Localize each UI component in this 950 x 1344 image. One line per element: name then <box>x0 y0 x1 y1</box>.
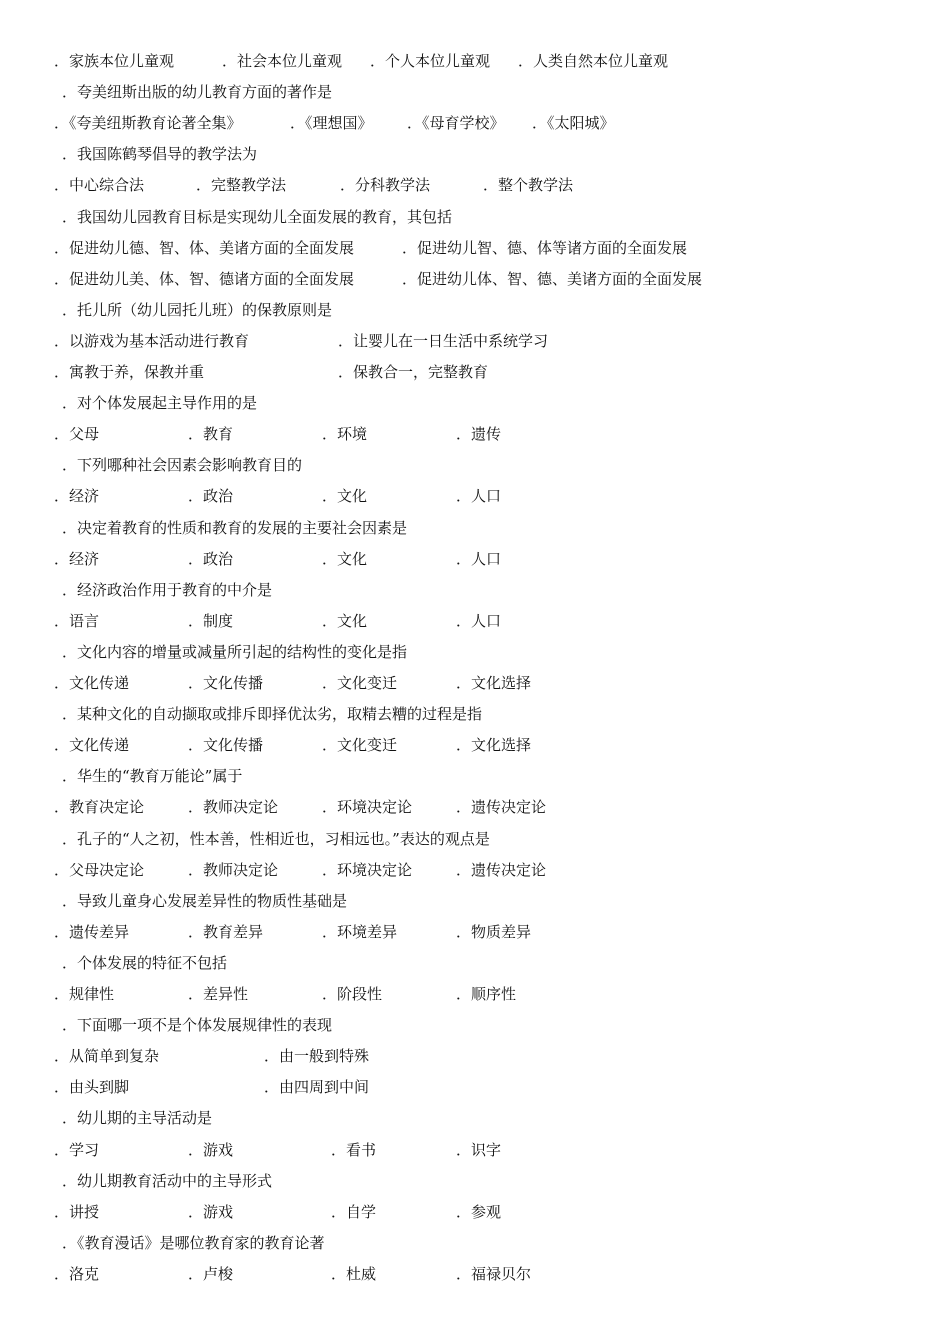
option-text: ．文化传递 <box>54 674 130 692</box>
option-text: ．政治 <box>188 549 234 568</box>
option-text: ．经济 <box>54 549 100 568</box>
option-text: ．文化选择 <box>456 736 532 755</box>
option-text: ．卢梭 <box>188 1264 234 1283</box>
option-text: ．环境决定论 <box>322 798 413 817</box>
option-text: ．识字 <box>456 1140 502 1159</box>
option-text: ．差异性 <box>188 985 249 1003</box>
option-text: ．《夸美纽斯教育论著全集》 <box>54 114 242 133</box>
option-text: ．《太阳城》 <box>532 114 615 133</box>
option-text: ．促进幼儿美、体、智、德诸方面的全面发展 <box>54 269 355 288</box>
option-text: ．让婴儿在一日生活中系统学习 <box>338 331 549 350</box>
option-text: ．顺序性 <box>456 985 517 1003</box>
option-text: ．遗传决定论 <box>456 860 547 879</box>
option-text: ．福禄贝尔 <box>456 1264 532 1283</box>
question-text: ．下列哪种社会因素会影响教育目的 <box>62 456 303 475</box>
option-text: ．寓教于养，保教并重 <box>54 363 205 381</box>
option-text: ．个人本位儿童观 <box>370 52 491 70</box>
option-text: ．文化选择 <box>456 674 532 692</box>
option-text: ．保教合一，完整教育 <box>338 363 489 381</box>
option-text: ．教师决定论 <box>188 860 279 879</box>
question-text: ．对个体发展起主导作用的是 <box>62 394 258 413</box>
question-text: ．某种文化的自动撷取或排斥即择优汰劣，取精去糟的过程是指 <box>62 705 483 724</box>
option-text: ．文化变迁 <box>322 674 398 692</box>
option-text: ．遗传决定论 <box>456 798 547 817</box>
option-text: ．物质差异 <box>456 922 532 941</box>
option-text: ．从简单到复杂 <box>54 1047 160 1066</box>
option-text: ．洛克 <box>54 1264 100 1283</box>
option-text: ．人口 <box>456 611 502 630</box>
question-text: ．文化内容的增量或减量所引起的结构性的变化是指 <box>62 642 408 661</box>
option-text: ．自学 <box>331 1202 377 1221</box>
question-text: ．《教育漫话》是哪位教育家的教育论著 <box>62 1233 325 1252</box>
option-text: ．促进幼儿智、德、体等诸方面的全面发展 <box>402 238 688 257</box>
option-text: ．《母育学校》 <box>407 114 505 133</box>
option-text: ．社会本位儿童观 <box>222 52 343 70</box>
option-text: ．由四周到中间 <box>264 1078 370 1097</box>
option-text: ．看书 <box>331 1140 377 1159</box>
option-text: ．教育决定论 <box>54 798 145 817</box>
option-text: ．规律性 <box>54 985 115 1003</box>
option-text: ．促进幼儿体、智、德、美诸方面的全面发展 <box>402 269 703 288</box>
question-text: ．我国幼儿园教育目标是实现幼儿全面发展的教育，其包括 <box>62 207 453 226</box>
question-text: ．经济政治作用于教育的中介是 <box>62 580 273 599</box>
option-text: ．文化 <box>322 487 368 506</box>
option-text: ．游戏 <box>188 1140 234 1159</box>
option-text: ．人口 <box>456 487 502 506</box>
option-text: ．由一般到特殊 <box>264 1047 370 1066</box>
option-text: ．文化变迁 <box>322 736 398 755</box>
question-text: ．孔子的“人之初，性本善，性相近也，习相远也。”表达的观点是 <box>62 829 490 848</box>
option-text: ．《理想国》 <box>290 114 373 133</box>
option-text: ．家族本位儿童观 <box>54 52 175 70</box>
option-text: ．环境 <box>322 425 368 444</box>
option-text: ．教育 <box>188 425 234 444</box>
option-text: ．文化 <box>322 549 368 568</box>
question-text: ．我国陈鹤琴倡导的教学法为 <box>62 145 258 164</box>
option-text: ．语言 <box>54 611 100 630</box>
option-text: ．环境决定论 <box>322 860 413 879</box>
question-text: ．夸美纽斯出版的幼儿教育方面的著作是 <box>62 83 333 102</box>
question-text: ．幼儿期教育活动中的主导形式 <box>62 1171 273 1190</box>
option-text: ．政治 <box>188 487 234 506</box>
question-text: ．托儿所（幼儿园托儿班）的保教原则是 <box>62 300 333 319</box>
option-text: ．制度 <box>188 611 234 630</box>
option-text: ．经济 <box>54 487 100 506</box>
option-text: ．父母决定论 <box>54 860 145 879</box>
option-text: ．环境差异 <box>322 922 398 941</box>
option-text: ．参观 <box>456 1202 502 1221</box>
option-text: ．教师决定论 <box>188 798 279 817</box>
option-text: ．教育差异 <box>188 922 264 941</box>
option-text: ．以游戏为基本活动进行教育 <box>54 331 250 350</box>
option-text: ．人口 <box>456 549 502 568</box>
option-text: ．阶段性 <box>322 985 383 1003</box>
option-text: ．文化传递 <box>54 736 130 755</box>
option-text: ．遗传差异 <box>54 922 130 941</box>
option-text: ．父母 <box>54 425 100 444</box>
option-text: ．完整教学法 <box>196 176 287 195</box>
option-text: ．文化 <box>322 611 368 630</box>
option-text: ．促进幼儿德、智、体、美诸方面的全面发展 <box>54 238 355 257</box>
option-text: ．学习 <box>54 1140 100 1159</box>
question-text: ．导致儿童身心发展差异性的物质性基础是 <box>62 891 348 910</box>
question-text: ．决定着教育的性质和教育的发展的主要社会因素是 <box>62 518 408 537</box>
option-text: ．游戏 <box>188 1202 234 1221</box>
option-text: ．讲授 <box>54 1202 100 1221</box>
option-text: ．中心综合法 <box>54 176 145 195</box>
option-text: ．文化传播 <box>188 674 264 692</box>
option-text: ．整个教学法 <box>483 176 574 195</box>
option-text: ．人类自然本位儿童观 <box>518 52 669 70</box>
option-text: ．遗传 <box>456 425 502 444</box>
question-text: ．个体发展的特征不包括 <box>62 953 228 972</box>
option-text: ．分科教学法 <box>340 176 431 195</box>
option-text: ．文化传播 <box>188 736 264 755</box>
question-text: ．下面哪一项不是个体发展规律性的表现 <box>62 1016 333 1035</box>
question-text: ．华生的“教育万能论”属于 <box>62 767 243 786</box>
question-text: ．幼儿期的主导活动是 <box>62 1109 213 1128</box>
option-text: ．杜威 <box>331 1264 377 1283</box>
option-text: ．由头到脚 <box>54 1078 130 1097</box>
